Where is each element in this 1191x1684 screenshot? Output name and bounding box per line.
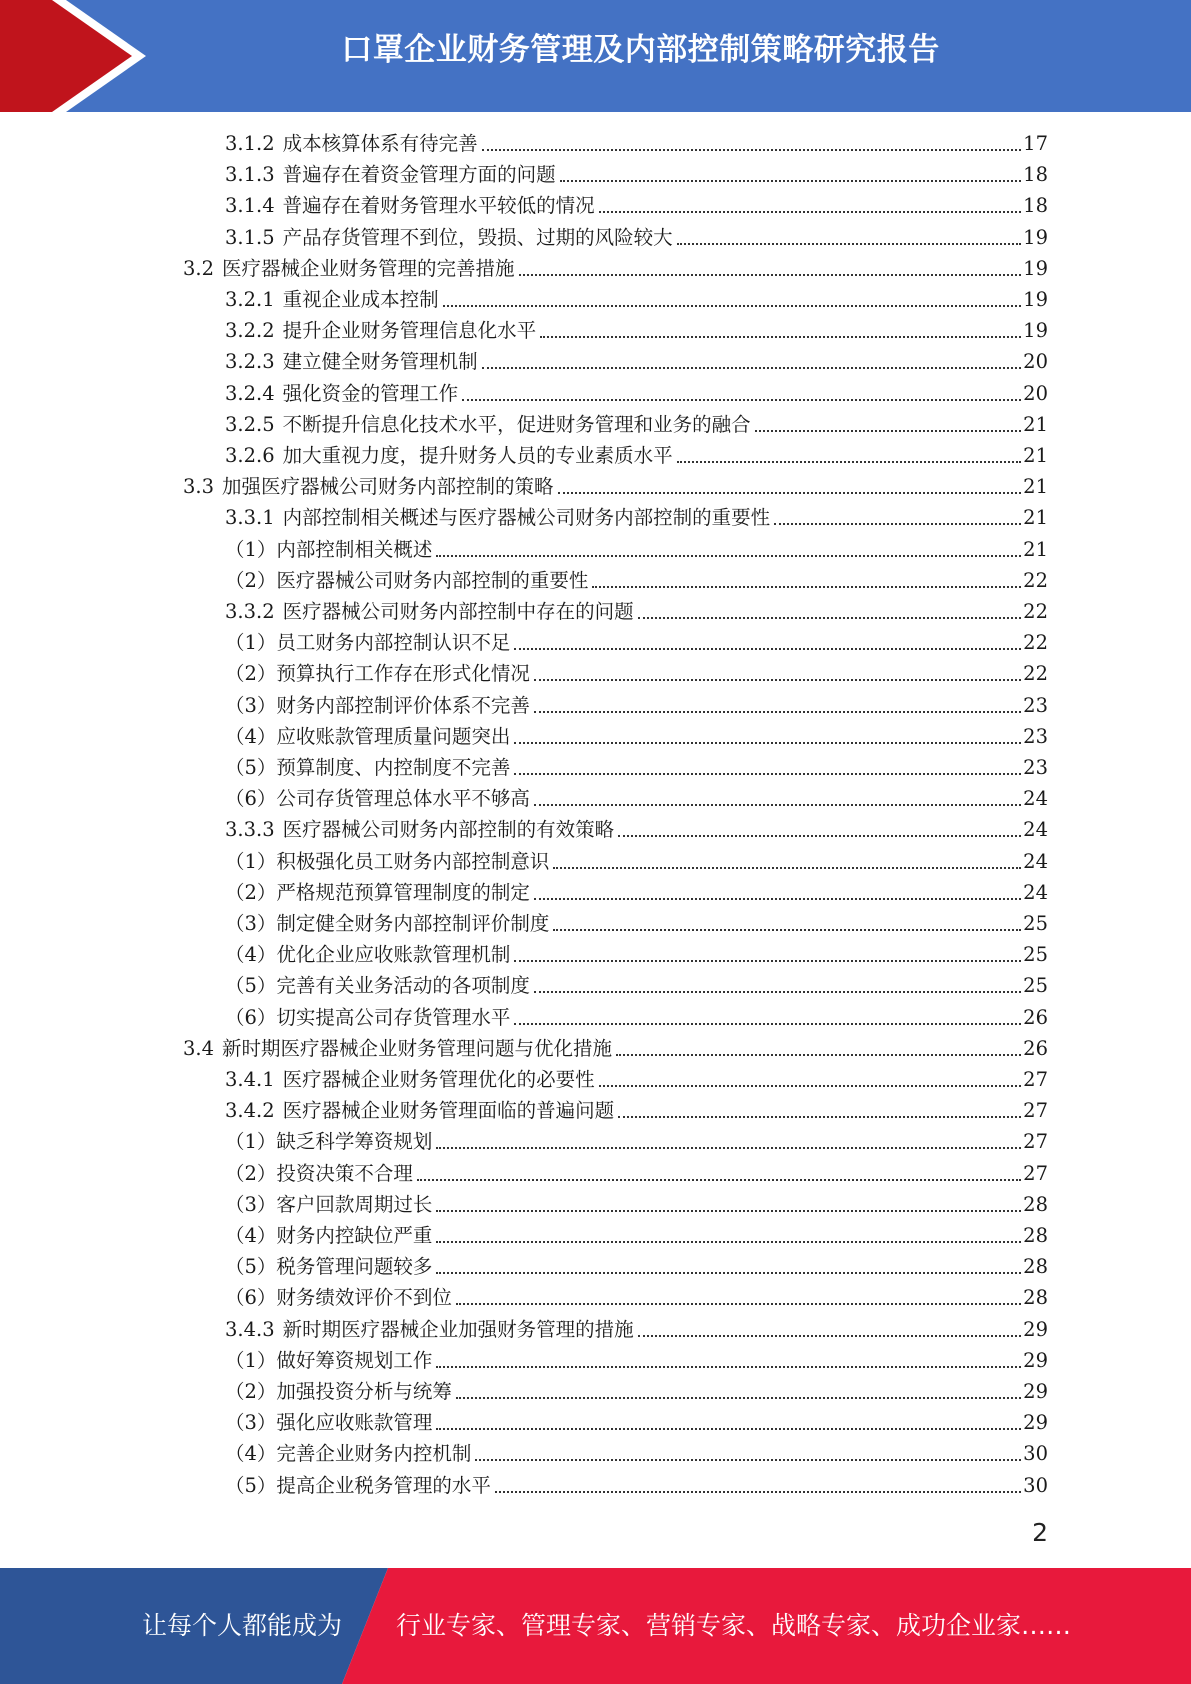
toc-dot-leader xyxy=(677,243,1022,245)
toc-page-number: 25 xyxy=(1023,912,1048,935)
toc-entry-title: 加强医疗器械公司财务内部控制的策略 xyxy=(222,475,554,498)
page-header xyxy=(0,0,1191,112)
toc-entry[interactable] xyxy=(225,1314,1048,1345)
toc-dot-leader xyxy=(553,929,1021,931)
toc-entry-title: 提升企业财务管理信息化水平 xyxy=(282,319,537,342)
toc-entry[interactable] xyxy=(225,658,1048,689)
toc-entry[interactable] xyxy=(225,1064,1048,1095)
toc-entry[interactable] xyxy=(225,1376,1048,1407)
toc-dot-leader xyxy=(560,180,1022,182)
toc-entry-title: （4）优化企业应收账款管理机制 xyxy=(225,943,511,966)
toc-page-number: 26 xyxy=(1023,1006,1048,1029)
toc-section-number: 3.2.5 xyxy=(225,413,275,436)
toc-page-number: 27 xyxy=(1023,1099,1048,1122)
toc-entry-title: （1）积极强化员工财务内部控制意识 xyxy=(225,850,550,873)
toc-entry[interactable] xyxy=(225,502,1048,533)
toc-entry-title: （2）严格规范预算管理制度的制定 xyxy=(225,881,530,904)
toc-page-number: 23 xyxy=(1023,756,1048,779)
toc-entry-title: （3）客户回款周期过长 xyxy=(225,1193,433,1216)
toc-dot-leader xyxy=(534,679,1021,681)
toc-page-number: 18 xyxy=(1023,194,1048,217)
toc-entry[interactable] xyxy=(225,315,1048,346)
toc-entry-title: （5）预算制度、内控制度不完善 xyxy=(225,756,511,779)
toc-dot-leader xyxy=(443,305,1022,307)
toc-entry-title: 强化资金的管理工作 xyxy=(282,382,459,405)
toc-dot-leader xyxy=(553,867,1021,869)
toc-dot-leader xyxy=(482,149,1022,151)
toc-page-number: 24 xyxy=(1023,881,1048,904)
toc-entry[interactable] xyxy=(225,159,1048,190)
toc-section-number: 3.3 xyxy=(183,475,215,498)
toc-page-number: 21 xyxy=(1023,444,1048,467)
toc-page-number: 27 xyxy=(1023,1068,1048,1091)
toc-entry-title: （4）应收账款管理质量问题突出 xyxy=(225,725,511,748)
toc-page-number: 29 xyxy=(1023,1349,1048,1372)
toc-dot-leader xyxy=(534,898,1021,900)
toc-page-number: 29 xyxy=(1023,1380,1048,1403)
toc-dot-leader xyxy=(519,274,1022,276)
toc-section-number: 3.4.2 xyxy=(225,1099,275,1122)
toc-entry-title: （4）完善企业财务内控机制 xyxy=(225,1442,472,1465)
toc-entry[interactable] xyxy=(225,752,1048,783)
toc-page-number: 23 xyxy=(1023,694,1048,717)
toc-page-number: 21 xyxy=(1023,475,1048,498)
toc-entry[interactable] xyxy=(225,1407,1048,1438)
toc-section-number: 3.3.3 xyxy=(225,818,275,841)
toc-dot-leader xyxy=(618,1116,1021,1118)
toc-page-number: 19 xyxy=(1023,319,1048,342)
toc-entry[interactable] xyxy=(225,1095,1048,1126)
page-number: 2 xyxy=(1032,1518,1048,1547)
toc-entry-title: 医疗器械企业财务管理面临的普遍问题 xyxy=(282,1099,615,1122)
toc-entry[interactable] xyxy=(225,409,1048,440)
toc-entry[interactable] xyxy=(225,846,1048,877)
toc-dot-leader xyxy=(592,586,1021,588)
toc-entry-title: 成本核算体系有待完善 xyxy=(282,132,478,155)
toc-page-number: 24 xyxy=(1023,787,1048,810)
toc-dot-leader xyxy=(436,1210,1021,1212)
toc-page-number: 28 xyxy=(1023,1255,1048,1278)
toc-section-number: 3.3.2 xyxy=(225,600,275,623)
page-footer xyxy=(0,1568,1191,1684)
toc-entry-title: （6）公司存货管理总体水平不够高 xyxy=(225,787,530,810)
toc-page-number: 29 xyxy=(1023,1318,1048,1341)
toc-entry-title: （3）制定健全财务内部控制评价制度 xyxy=(225,912,550,935)
toc-page-number: 28 xyxy=(1023,1286,1048,1309)
toc-entry-title: （2）医疗器械公司财务内部控制的重要性 xyxy=(225,569,589,592)
toc-entry[interactable] xyxy=(225,1251,1048,1282)
toc-dot-leader xyxy=(534,804,1021,806)
toc-dot-leader xyxy=(638,617,1022,619)
toc-dot-leader xyxy=(514,960,1021,962)
toc-entry-title: 医疗器械公司财务内部控制的有效策略 xyxy=(282,818,615,841)
toc-entry[interactable] xyxy=(225,128,1048,159)
toc-entry-title: 普遍存在着资金管理方面的问题 xyxy=(282,163,556,186)
toc-dot-leader xyxy=(534,991,1021,993)
toc-page-number: 29 xyxy=(1023,1411,1048,1434)
toc-dot-leader xyxy=(475,1459,1021,1461)
toc-entry[interactable] xyxy=(183,253,1048,284)
toc-section-number: 3.1.2 xyxy=(225,132,275,155)
toc-entry-title: （6）财务绩效评价不到位 xyxy=(225,1286,452,1309)
toc-page-number: 22 xyxy=(1023,631,1048,654)
toc-entry[interactable] xyxy=(225,346,1048,377)
toc-entry[interactable] xyxy=(225,908,1048,939)
toc-dot-leader xyxy=(540,336,1021,338)
toc-entry-title: 普遍存在着财务管理水平较低的情况 xyxy=(282,194,595,217)
toc-entry[interactable] xyxy=(225,378,1048,409)
toc-entry-title: （1）缺乏科学筹资规划 xyxy=(225,1130,433,1153)
toc-page-number: 18 xyxy=(1023,163,1048,186)
toc-entry[interactable] xyxy=(225,534,1048,565)
toc-entry-title: （2）加强投资分析与统筹 xyxy=(225,1380,452,1403)
toc-page-number: 20 xyxy=(1023,382,1048,405)
toc-dot-leader xyxy=(495,1491,1021,1493)
toc-dot-leader xyxy=(514,773,1021,775)
toc-dot-leader xyxy=(558,492,1022,494)
toc-entry-title: 内部控制相关概述与医疗器械公司财务内部控制的重要性 xyxy=(282,506,771,529)
toc-entry-title: 医疗器械企业财务管理的完善措施 xyxy=(222,257,515,280)
toc-entry[interactable] xyxy=(225,222,1048,253)
toc-entry[interactable] xyxy=(225,1282,1048,1313)
toc-page-number: 21 xyxy=(1023,413,1048,436)
toc-entry[interactable] xyxy=(225,1345,1048,1376)
toc-entry-title: 加大重视力度，提升财务人员的专业素质水平 xyxy=(282,444,673,467)
toc-dot-leader xyxy=(514,1023,1021,1025)
toc-page-number: 26 xyxy=(1023,1037,1048,1060)
toc-dot-leader xyxy=(514,742,1021,744)
toc-page-number: 24 xyxy=(1023,818,1048,841)
toc-page-number: 21 xyxy=(1023,538,1048,561)
toc-entry-title: （2）预算执行工作存在形式化情况 xyxy=(225,662,530,685)
toc-entry-title: （3）强化应收账款管理 xyxy=(225,1411,433,1434)
toc-entry-title: 新时期医疗器械企业加强财务管理的措施 xyxy=(282,1318,634,1341)
toc-dot-leader xyxy=(616,1054,1021,1056)
toc-entry[interactable] xyxy=(225,939,1048,970)
footer-expert-list: 行业专家、管理专家、营销专家、战略专家、成功企业家…… xyxy=(396,1611,1072,1640)
toc-entry[interactable] xyxy=(225,596,1048,627)
toc-entry-title: 医疗器械公司财务内部控制中存在的问题 xyxy=(282,600,634,623)
toc-page-number: 24 xyxy=(1023,850,1048,873)
toc-entry-title: （4）财务内控缺位严重 xyxy=(225,1224,433,1247)
toc-page-number: 25 xyxy=(1023,974,1048,997)
toc-page-number: 20 xyxy=(1023,350,1048,373)
toc-entry-title: （3）财务内部控制评价体系不完善 xyxy=(225,694,530,717)
toc-page-number: 27 xyxy=(1023,1162,1048,1185)
toc-entry[interactable] xyxy=(225,690,1048,721)
toc-page-number: 19 xyxy=(1023,288,1048,311)
toc-entry[interactable] xyxy=(225,1220,1048,1251)
toc-section-number: 3.4.3 xyxy=(225,1318,275,1341)
toc-page-number: 22 xyxy=(1023,600,1048,623)
toc-dot-leader xyxy=(436,1147,1021,1149)
toc-entry-title: （5）提高企业税务管理的水平 xyxy=(225,1474,491,1497)
toc-dot-leader xyxy=(436,1272,1021,1274)
report-title: 口罩企业财务管理及内部控制策略研究报告 xyxy=(341,32,940,68)
toc-entry[interactable] xyxy=(183,471,1048,502)
toc-section-number: 3.2.2 xyxy=(225,319,275,342)
toc-dot-leader xyxy=(599,1085,1022,1087)
toc-entry-title: 不断提升信息化技术水平，促进财务管理和业务的融合 xyxy=(282,413,751,436)
toc-dot-leader xyxy=(417,1179,1021,1181)
toc-entry-title: （5）完善有关业务活动的各项制度 xyxy=(225,974,530,997)
toc-entry[interactable] xyxy=(225,877,1048,908)
toc-section-number: 3.4 xyxy=(183,1037,215,1060)
toc-dot-leader xyxy=(436,1366,1021,1368)
toc-page-number: 19 xyxy=(1023,257,1048,280)
toc-section-number: 3.1.4 xyxy=(225,194,275,217)
toc-page-number: 27 xyxy=(1023,1130,1048,1153)
toc-section-number: 3.3.1 xyxy=(225,506,275,529)
toc-entry[interactable] xyxy=(225,721,1048,752)
toc-section-number: 3.2 xyxy=(183,257,215,280)
toc-entry-title: （1）员工财务内部控制认识不足 xyxy=(225,631,511,654)
toc-entry[interactable] xyxy=(225,970,1048,1001)
toc-entry-title: 医疗器械企业财务管理优化的必要性 xyxy=(282,1068,595,1091)
toc-dot-leader xyxy=(534,711,1021,713)
toc-entry-title: （6）切实提高公司存货管理水平 xyxy=(225,1006,511,1029)
toc-dot-leader xyxy=(482,367,1022,369)
toc-dot-leader xyxy=(456,1303,1021,1305)
toc-page-number: 22 xyxy=(1023,569,1048,592)
toc-section-number: 3.4.1 xyxy=(225,1068,275,1091)
toc-entry[interactable] xyxy=(225,440,1048,471)
footer-slogan: 让每个人都能成为 xyxy=(142,1611,343,1640)
toc-dot-leader xyxy=(638,1335,1022,1337)
toc-dot-leader xyxy=(755,430,1022,432)
toc-entry[interactable] xyxy=(225,1438,1048,1469)
toc-entry[interactable] xyxy=(225,1002,1048,1033)
toc-section-number: 3.2.3 xyxy=(225,350,275,373)
toc-dot-leader xyxy=(436,1241,1021,1243)
toc-entry-title: 新时期医疗器械企业财务管理问题与优化措施 xyxy=(222,1037,613,1060)
toc-dot-leader xyxy=(774,523,1021,525)
toc-dot-leader xyxy=(514,648,1021,650)
toc-dot-leader xyxy=(599,211,1022,213)
toc-entry-title: （2）投资决策不合理 xyxy=(225,1162,413,1185)
toc-section-number: 3.1.5 xyxy=(225,226,275,249)
toc-entry-title: 产品存货管理不到位，毁损、过期的风险较大 xyxy=(282,226,673,249)
toc-section-number: 3.2.6 xyxy=(225,444,275,467)
toc-dot-leader xyxy=(436,555,1021,557)
toc-entry-title: （1）内部控制相关概述 xyxy=(225,538,433,561)
toc-page-number: 30 xyxy=(1023,1442,1048,1465)
toc-page-number: 23 xyxy=(1023,725,1048,748)
toc-section-number: 3.2.1 xyxy=(225,288,275,311)
toc-entry[interactable] xyxy=(225,284,1048,315)
toc-entry[interactable] xyxy=(225,627,1048,658)
toc-page-number: 30 xyxy=(1023,1474,1048,1497)
toc-entry[interactable] xyxy=(225,814,1048,845)
toc-entry[interactable] xyxy=(183,1033,1048,1064)
toc-entry-title: 重视企业成本控制 xyxy=(282,288,439,311)
toc-page-number: 21 xyxy=(1023,506,1048,529)
toc-entry-title: （1）做好筹资规划工作 xyxy=(225,1349,433,1372)
toc-page-number: 25 xyxy=(1023,943,1048,966)
toc-page-number: 19 xyxy=(1023,226,1048,249)
toc-entry[interactable] xyxy=(225,1470,1048,1501)
toc-entry[interactable] xyxy=(225,190,1048,221)
toc-page-number: 17 xyxy=(1023,132,1048,155)
toc-entry[interactable] xyxy=(225,565,1048,596)
toc-section-number: 3.1.3 xyxy=(225,163,275,186)
toc-entry-title: （5）税务管理问题较多 xyxy=(225,1255,433,1278)
toc-page-number: 22 xyxy=(1023,662,1048,685)
toc-page-number: 28 xyxy=(1023,1193,1048,1216)
toc-dot-leader xyxy=(677,461,1022,463)
toc-dot-leader xyxy=(436,1428,1021,1430)
toc-entry[interactable] xyxy=(225,1158,1048,1189)
toc-entry[interactable] xyxy=(225,1189,1048,1220)
toc-section-number: 3.2.4 xyxy=(225,382,275,405)
toc-entry[interactable] xyxy=(225,1126,1048,1157)
toc-entry-title: 建立健全财务管理机制 xyxy=(282,350,478,373)
toc-dot-leader xyxy=(462,399,1021,401)
toc-dot-leader xyxy=(456,1397,1021,1399)
toc-page-number: 28 xyxy=(1023,1224,1048,1247)
toc-dot-leader xyxy=(618,835,1021,837)
toc-entry[interactable] xyxy=(225,783,1048,814)
